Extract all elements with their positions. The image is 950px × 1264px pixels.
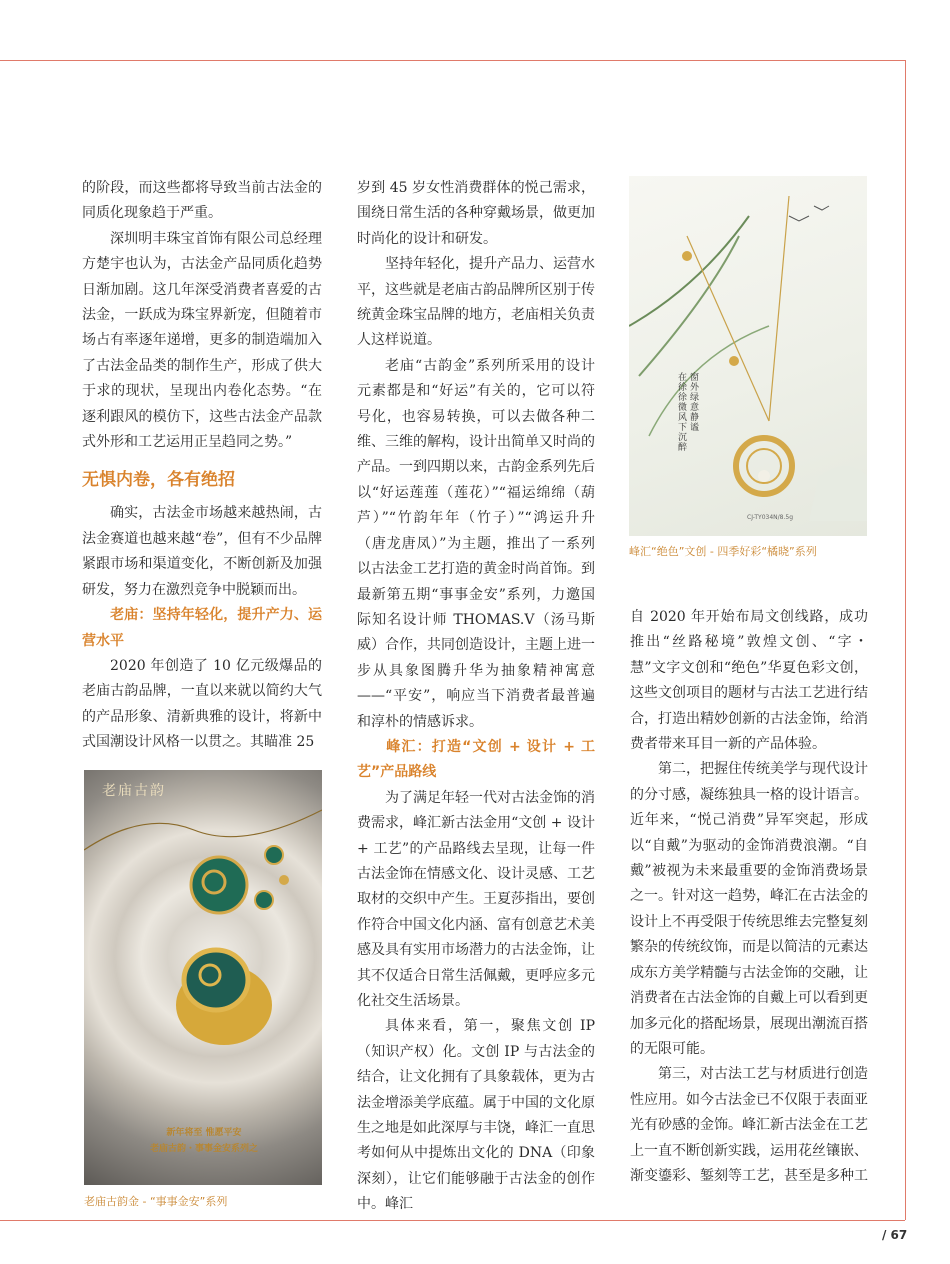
product-photo-laomiao (84, 770, 322, 1185)
subheading-text: 老庙：坚持年轻化，提升产力、运营水平 (82, 607, 322, 649)
subheading-text: 峰汇：打造“文创 + 设计 + 工艺”产品路线 (357, 738, 595, 781)
paragraph: 为了满足年轻一代对古法金饰的消费需求，峰汇新古法金用“文创 + 设计 + 工艺”的产品路线去呈现，让每一件古法金饰在情感文化、设计灵感、工艺取材的交织中产生。王夏莎指出，要创作符合中国文化内涵、富有创意艺术美感及具有实用市场潜力的古法金饰，让其不仅适合日常生活佩戴，更呼应多元化社交生活场景。 (357, 789, 595, 1009)
paragraph: 2020 年创造了 10 亿元级爆品的老庙古韵品牌，一直以来就以简约大气的产品形象、清新典雅的设计，将新中式国潮设计风格一以贯之。其瞄准 25 (82, 657, 322, 751)
vertical-poem-line2: 在徐徐微风下沉醉 (676, 372, 686, 452)
photo-slogan-line1: 新年将至 惟愿平安 (166, 1128, 242, 1138)
paragraph: 第二，把握住传统美学与现代设计的分寸感，凝练独具一格的设计语言。近年来，“悦己消费”异军突起，形成以“自戴”为驱动的金饰消费浪潮。“自戴”被视为未来最重要的金饰消费场景之一。针对这一趋势，峰汇在古法金的设计上不再受限于传统思维去完整复刻繁杂的传统纹饰，而是以简洁的元素达成东方美学精髓与古法金饰的交融，让消费者在古法金饰的自戴上可以看到更加多元化的搭配场景，展现出潮流百搭的无限可能。 (630, 761, 868, 1057)
right-border-rule (905, 60, 906, 1220)
photo-caption-fenghui: 峰汇“绝色”文创 - 四季好彩“橘晓”系列 (629, 545, 817, 558)
product-sku: CJ-TY034N/8.5g (747, 514, 794, 521)
photo-slogan-line2: 老庙古韵・事事金安系列之 (149, 1144, 258, 1154)
product-photo-fenghui (629, 176, 867, 536)
bottom-border-rule (0, 1220, 905, 1221)
paragraph: 深圳明丰珠宝首饰有限公司总经理方楚宇也认为，古法金产品同质化趋势日渐加剧。这几年深受消费者喜爱的古法金，一跃成为珠宝界新宠，但随着市场占有率逐年递增，更多的制造端加入了古法金品类的制作生产，形成了供大于求的现状，呈现出内卷化态势。“在逐利跟风的模仿下，这些古法金产品款式外形和工艺运用正呈趋同之势。” (82, 230, 322, 451)
column-1 (82, 176, 322, 756)
subheading-fenghui (357, 735, 595, 786)
column-3 (630, 605, 868, 1189)
paragraph: 老庙“古韵金”系列所采用的设计元素都是和“好运”有关的，它可以符号化，也容易转换，可以去做各种二维、三维的解构，设计出简单又时尚的产品。一到四期以来，古韵金系列先后以“好运莲莲（莲花）”“福运绵绵（葫芦）”“竹韵年年（竹子）”“鸿运升升（唐龙唐凤）”为主题，推出了一系列以古法金工艺打造的黄金时尚首饰。到最新第五期“事事金安”系列，力邀国际知名设计师 THOMAS.V（汤马斯威）合作，共同创造设计，主题上进一步从具象图腾升华为抽象精神寓意——“平安”，响应当下消费者最普遍和淳朴的情感诉求。 (357, 357, 595, 730)
paragraph: 自 2020 年开始布局文创线路，成功推出“丝路秘境”敦煌文创、“字・慧”文字文创和“绝色”华夏色彩文创，这些文创项目的题材与古法工艺进行结合，打造出精妙创新的古法金饰，给消费者带来耳目一新的产品体验。 (630, 609, 868, 753)
paragraph: 确实，古法金市场越来越热闹，古法金赛道也越来越“卷”，但有不少品牌紧跟市场和渠道变化，不断创新及加强研发，努力在激烈竞争中脱颖而出。 (82, 505, 322, 598)
paragraph: 的阶段，而这些都将导致当前古法金的同质化现象趋于严重。 (82, 180, 322, 222)
jewelry-illustration (84, 770, 322, 1185)
paragraph: 岁到 45 岁女性消费群体的悦己需求，围绕日常生活的各种穿戴场景，做更加时尚化的设计和研发。 (357, 180, 595, 247)
paragraph: 具体来看，第一，聚焦文创 IP（知识产权）化。文创 IP 与古法金的结合，让文化拥有了具象载体，更为古法金增添美学底蕴。属于中国的文化原生之地是如此深厚与丰饶，峰汇一直思考如何从中提炼出文化的 DNA（印象深刻），让它们能够融于古法金的创作中。峰汇 (357, 1018, 595, 1213)
paragraph: 第三，对古法工艺与材质进行创造性应用。如今古法金已不仅限于表面亚光有砂感的金饰。峰汇新古法金在工艺上一直不断创新实践，运用花丝镶嵌、渐变鎏彩、錾刻等工艺，甚至是多种工 (630, 1066, 868, 1184)
page-number: / 67 (882, 1228, 908, 1242)
pendant-illustration (629, 176, 867, 536)
column-2 (357, 176, 595, 1218)
vertical-poem-line1: 窗外绿意静谧 (688, 372, 698, 432)
section-heading: 无惧内卷，各有绝招 (82, 470, 235, 491)
subheading-laomiao (82, 603, 322, 654)
brand-logo-text: 老庙古韵 (102, 783, 166, 799)
paragraph: 坚持年轻化，提升产品力、运营水平，这些就是老庙古韵品牌所区别于传统黄金珠宝品牌的地方，老庙相关负责人这样说道。 (357, 256, 595, 349)
top-border-rule (0, 60, 905, 61)
photo-caption-laomiao: 老庙古韵金 - “事事金安”系列 (84, 1195, 228, 1208)
